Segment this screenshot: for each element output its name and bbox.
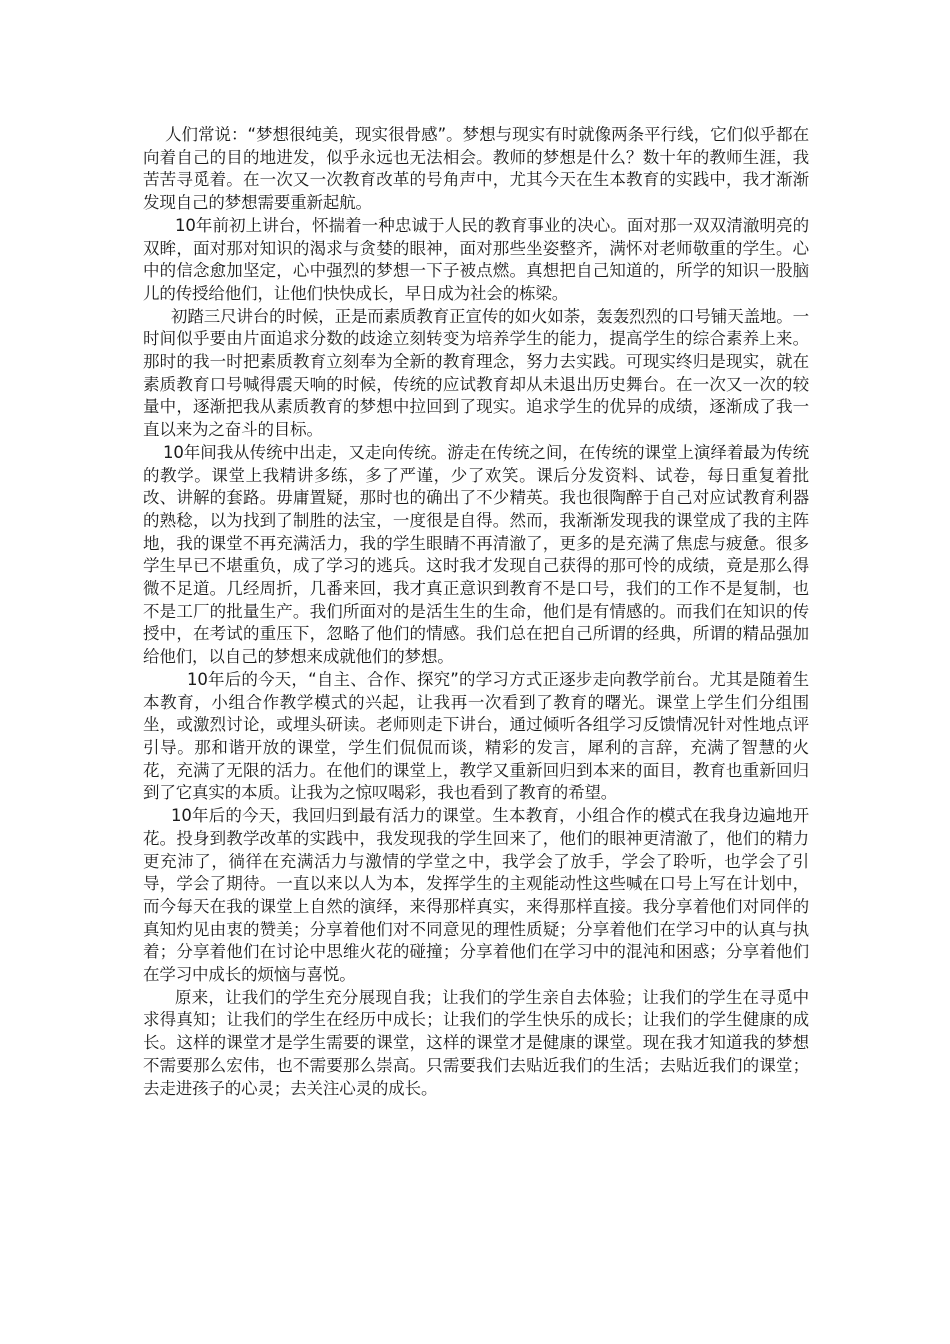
paragraph-1: 人们常说：“梦想很纯美，现实很骨感”。梦想与现实有时就像两条平行线，它们似乎都在向着自己的目的地进发，似乎永远也无法相会。教师的梦想是什么？数十年的教师生涯，我苦苦寻觅着。在一次又一次教育改革的号角声中，尤其今天在生本教育的实践中，我才渐渐发现自己的梦想需要重新起航。 [143, 125, 809, 213]
paragraph-6: 10年后的今天，我回归到最有活力的课堂。生本教育，小组合作的模式在我身边遍地开花。投身到教学改革的实践中，我发现我的学生回来了，他们的眼神更清澈了，他们的精力更充沛了，徜徉在充满活力与激情的学堂之中，我学会了放手，学会了聆听，也学会了引导，学会了期待。一直以来以人为本，发挥学生的主观能动性这些喊在口号上写在计划中，而今每天在我的课堂上自然的演绎，来得那样真实，来得那样直接。我分享着他们对同伴的真知灼见由衷的赞美；分享着他们对不同意见的理性质疑；分享着他们在学习中的认真与执着；分享着他们在讨论中思维火花的碰撞；分享着他们在学习中的混沌和困惑；分享着他们在学习中成长的烦恼与喜悦。 [143, 806, 809, 985]
paragraph-2: 10年前初上讲台，怀揣着一种忠诚于人民的教育事业的决心。面对那一双双清澈明亮的双眸，面对那对知识的渴求与贪婪的眼神，面对那些坐姿整齐，满怀对老师敬重的学生。心中的信念愈加坚定，心中强烈的梦想一下子被点燃。真想把自己知道的，所学的知识一股脑儿的传授给他们，让他们快快成长，早日成为社会的栋梁。 [143, 215, 809, 303]
essay-body [143, 124, 809, 1100]
paragraph-4: 10年间我从传统中出走，又走向传统。游走在传统之间，在传统的课堂上演绎着最为传统的教学。课堂上我精讲多练，多了严谨，少了欢笑。课后分发资料、试卷，每日重复着批改、讲解的套路。毋庸置疑，那时也的确出了不少精英。我也很陶醉于自己对应试教育利器的熟稔，以为找到了制胜的法宝，一度很是自得。然而，我渐渐发现我的课堂成了我的主阵地，我的课堂不再充满活力，我的学生眼睛不再清澈了，更多的是充满了焦虑与疲惫。很多学生早已不堪重负，成了学习的逃兵。这时我才发现自己获得的那可怜的成绩，竟是那么得微不足道。几经周折，几番来回，我才真正意识到教育不是口号，我们的工作不是复制，也不是工厂的批量生产。我们所面对的是活生生的生命，他们是有情感的。而我们在知识的传授中，在考试的重压下，忽略了他们的情感。我们总在把自己所谓的经典，所谓的精品强加给他们，以自己的梦想来成就他们的梦想。 [143, 442, 809, 667]
paragraph-7: 原来，让我们的学生充分展现自我；让我们的学生亲自去体验；让我们的学生在寻觅中求得真知；让我们的学生在经历中成长；让我们的学生快乐的成长；让我们的学生健康的成长。这样的课堂才是学生需要的课堂，这样的课堂才是健康的课堂。现在我才知道我的梦想不需要那么宏伟，也不需要那么崇高。只需要我们去贴近我们的生活；去贴近我们的课堂；去走进孩子的心灵；去关注心灵的成长。 [143, 987, 809, 1098]
paragraph-3: 初踏三尺讲台的时候，正是而素质教育正宣传的如火如荼，轰轰烈烈的口号铺天盖地。一时间似乎要由片面追求分数的歧途立刻转变为培养学生的能力，提高学生的综合素养上来。那时的我一时把素质教育立刻奉为全新的教育理念，努力去实践。可现实终归是现实，就在素质教育口号喊得震天响的时候，传统的应试教育却从未退出历史舞台。在一次又一次的较量中，逐渐把我从素质教育的梦想中拉回到了现实。追求学生的优异的成绩，逐渐成了我一直以来为之奋斗的目标。 [143, 306, 809, 440]
paragraph-5: 10年后的今天，“自主、合作、探究”的学习方式正逐步走向教学前台。尤其是随着生本教育，小组合作教学模式的兴起，让我再一次看到了教育的曙光。课堂上学生们分组围坐，或激烈讨论，或埋头研读。老师则走下讲台，通过倾听各组学习反馈情况针对性地点评引导。那和谐开放的课堂，学生们侃侃而谈，精彩的发言，犀利的言辞，充满了智慧的火花，充满了无限的活力。在他们的课堂上，教学又重新回归到本来的面目，教育也重新回归到了它真实的本质。让我为之惊叹喝彩，我也看到了教育的希望。 [143, 669, 809, 803]
